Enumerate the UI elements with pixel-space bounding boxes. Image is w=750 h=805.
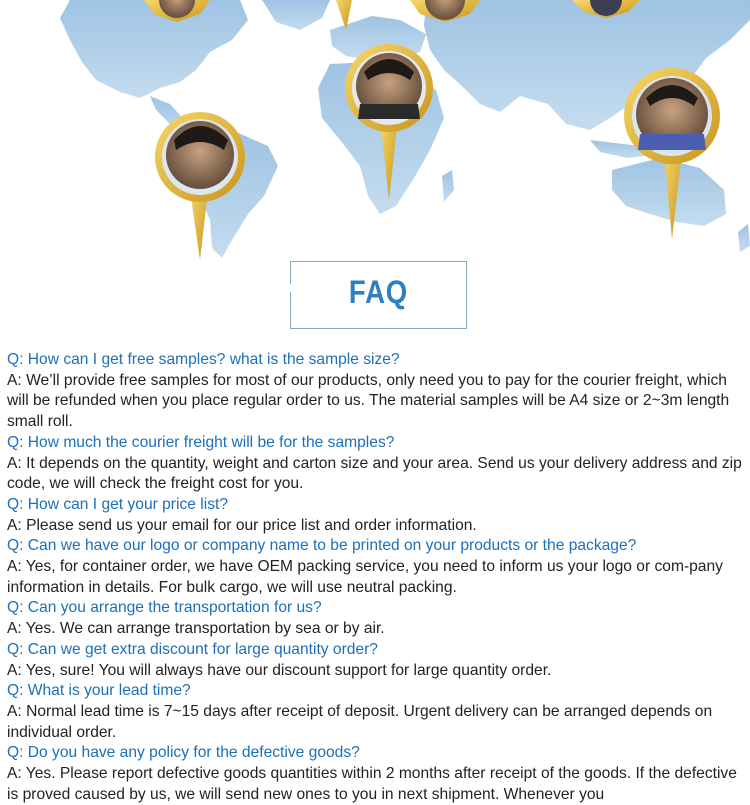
continent-new-zealand — [738, 224, 750, 252]
faq-answer: A: Please send us your email for our price list and order information. — [7, 516, 477, 534]
faq-answer: A: We’ll provide free samples for most of our products, only need you to pay for the courier freight, which will be refunded when you place regular order to us. The material samples will be A4 size or 2~3m length small roll. — [7, 371, 730, 431]
continent-north-america — [60, 0, 248, 98]
faq-question: Q: Can we get extra discount for large quantity order? — [7, 640, 378, 658]
box-notch — [290, 284, 297, 292]
faq-question: Q: Can we have our logo or company name to be printed on your products or the package? — [7, 537, 637, 555]
faq-question: Q: How much the courier freight will be for the samples? — [7, 433, 395, 451]
faq-answer: A: Yes. We can arrange transportation by sea or by air. — [7, 620, 385, 638]
faq-question: Q: How can I get free samples? what is the sample size? — [7, 351, 400, 368]
faq-answer: A: It depends on the quantity, weight and carton size and your area. Send us your delivery address and zip code, we will check the freight cost for you. — [7, 454, 742, 493]
world-map-banner — [0, 0, 750, 260]
faq-answer: A: Normal lead time is 7~15 days after receipt of deposit. Urgent delivery can be arranged depends on individual order. — [7, 702, 713, 741]
faq-title: FAQ — [348, 274, 409, 310]
continent-greenland — [262, 0, 330, 30]
faq-answer: A: Yes, sure! You will always have our discount support for large quantity order. — [7, 661, 552, 679]
faq-title-box — [290, 261, 467, 329]
faq-question: Q: What is your lead time? — [7, 682, 191, 700]
faq-list — [7, 350, 745, 805]
faq-question: Q: Do you have any policy for the defective goods? — [7, 744, 360, 762]
continent-madagascar — [442, 170, 454, 202]
faq-question: Q: Can you arrange the transportation for us? — [7, 599, 322, 617]
world-map-illustration — [0, 0, 750, 260]
faq-answer: A: Yes, for container order, we have OEM packing service, you need to inform us your logo or com-pany information in details. For bulk cargo, we will use neutral packing. — [7, 558, 723, 596]
faq-answer: A: Yes. Please report defective goods quantities within 2 months after receipt of the goods. If the defective is proved caused by us, we will send new ones to you in next shipment. Whenever you — [7, 765, 737, 803]
faq-question: Q: How can I get your price list? — [7, 495, 229, 513]
